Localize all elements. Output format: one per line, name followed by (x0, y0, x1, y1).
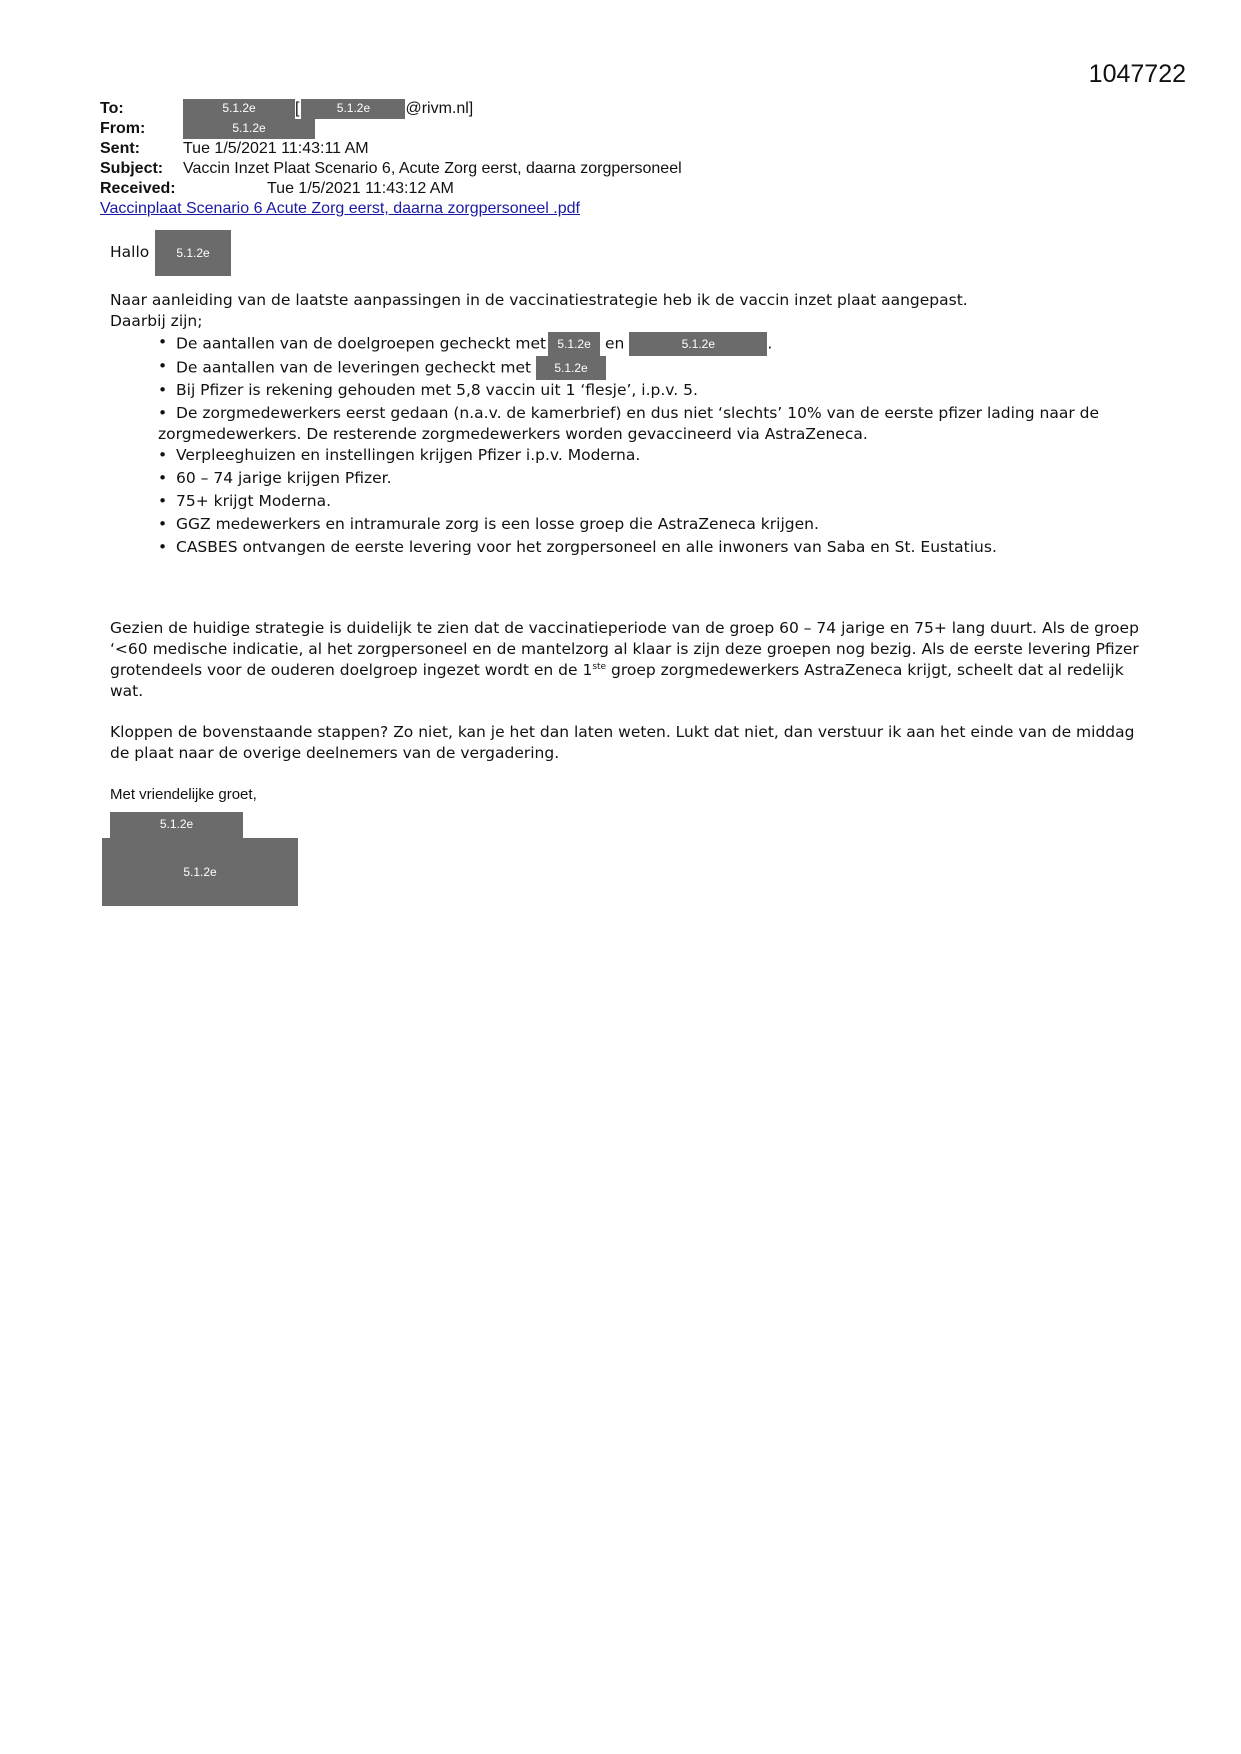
bullet-icon: • (158, 469, 168, 487)
document-number: 1047722 (1088, 60, 1186, 88)
sent-value: Tue 1/5/2021 11:43:11 AM (183, 140, 369, 157)
redaction-box: 5.1.2e (155, 230, 231, 276)
redaction-box: 5.1.2e (548, 332, 600, 356)
list-item: • De aantallen van de doelgroepen gecheckt met 5.1.2e en 5.1.2e . (110, 332, 1150, 356)
list-item: • GGZ medewerkers en intramurale zorg is een losse groep die AstraZeneca krijgen. (158, 515, 819, 533)
bullet-icon: • (158, 446, 168, 464)
closing: Met vriendelijke groet, (110, 786, 257, 803)
list-item: • Bij Pfizer is rekening gehouden met 5,8 vaccin uit 1 ‘flesje’, i.p.v. 5. (158, 381, 698, 399)
bullet-icon: • (158, 333, 168, 351)
redaction-box: 5.1.2e (110, 812, 243, 839)
from-label: From: (100, 120, 146, 137)
list-item: • CASBES ontvangen de eerste levering voor het zorgpersoneel en alle inwoners van Saba en St. Eustatius. (158, 538, 997, 556)
redaction-box: 5.1.2e (536, 356, 606, 380)
paragraph-question: Kloppen de bovenstaande stappen? Zo niet, kan je het dan laten weten. Lukt dat niet, dan verstuur ik aan het einde van de middag de plaat naar de overige deelnemers van de vergadering. (110, 723, 1135, 762)
received-label: Received: (100, 180, 176, 197)
list-item: • 75+ krijgt Moderna. (158, 492, 332, 510)
to-label: To: (100, 100, 124, 117)
bullet-icon: • (158, 492, 168, 510)
to-bracket: [ (295, 100, 300, 118)
redaction-box: 5.1.2e (629, 332, 767, 356)
list-item: • Verpleeghuizen en instellingen krijgen Pfizer i.p.v. Moderna. (158, 446, 641, 464)
bullet-icon: • (158, 538, 168, 556)
list-item: • 60 – 74 jarige krijgen Pfizer. (158, 469, 392, 487)
attachment-link[interactable]: Vaccinplaat Scenario 6 Acute Zorg eerst, daarna zorgpersoneel .pdf (100, 200, 580, 217)
to-email-domain: @rivm.nl] (405, 100, 474, 118)
redaction-box: 5.1.2e (301, 99, 405, 119)
redaction-box: 5.1.2e (183, 119, 315, 139)
sent-label: Sent: (100, 140, 140, 157)
change-list (110, 332, 1150, 560)
bullet-icon: • (158, 404, 168, 422)
bullet-icon: • (158, 515, 168, 533)
bullet-icon: • (158, 381, 168, 399)
redaction-box: 5.1.2e (183, 99, 295, 119)
intro-line-1: Naar aanleiding van de laatste aanpassingen in de vaccinatiestrategie heb ik de vaccin inzet plaat aangepast. (110, 291, 968, 309)
list-item: • De aantallen van de leveringen gecheckt met 5.1.2e (110, 356, 1150, 380)
subject-label: Subject: (100, 160, 164, 177)
greeting-text: Hallo (110, 243, 150, 261)
list-item: • De zorgmedewerkers eerst gedaan (n.a.v. de kamerbrief) en dus niet ‘slechts’ 10% van de eerste pfizer lading naar de zorgmedewerkers. De resterende zorgmedewerkers worden gevaccineerd via AstraZeneca. (158, 404, 1100, 443)
received-value: Tue 1/5/2021 11:43:12 AM (267, 180, 454, 197)
redaction-box: 5.1.2e (102, 838, 298, 906)
greeting (110, 232, 1150, 278)
paragraph-strategy: Gezien de huidige strategie is duidelijk te zien dat de vaccinatieperiode van de groep 60 – 74 jarige en 75+ lang duurt. Als de groep ‘<60 medische indicatie, al het zorgpersoneel en de mantelzorg al klaar is zijn deze groepen nog bezig. Als de eerste levering Pfizer grotendeels voor de ouderen doelgroep ingezet wordt en de 1ste groep zorgmedewerkers AstraZeneca krijgt, scheelt dat al redelijk wat. (110, 619, 1139, 700)
email-body (110, 232, 1150, 805)
bullet-icon: • (158, 357, 168, 375)
subject-value: Vaccin Inzet Plaat Scenario 6, Acute Zorg eerst, daarna zorgpersoneel (183, 160, 682, 177)
intro-line-2: Daarbij zijn; (110, 312, 203, 330)
